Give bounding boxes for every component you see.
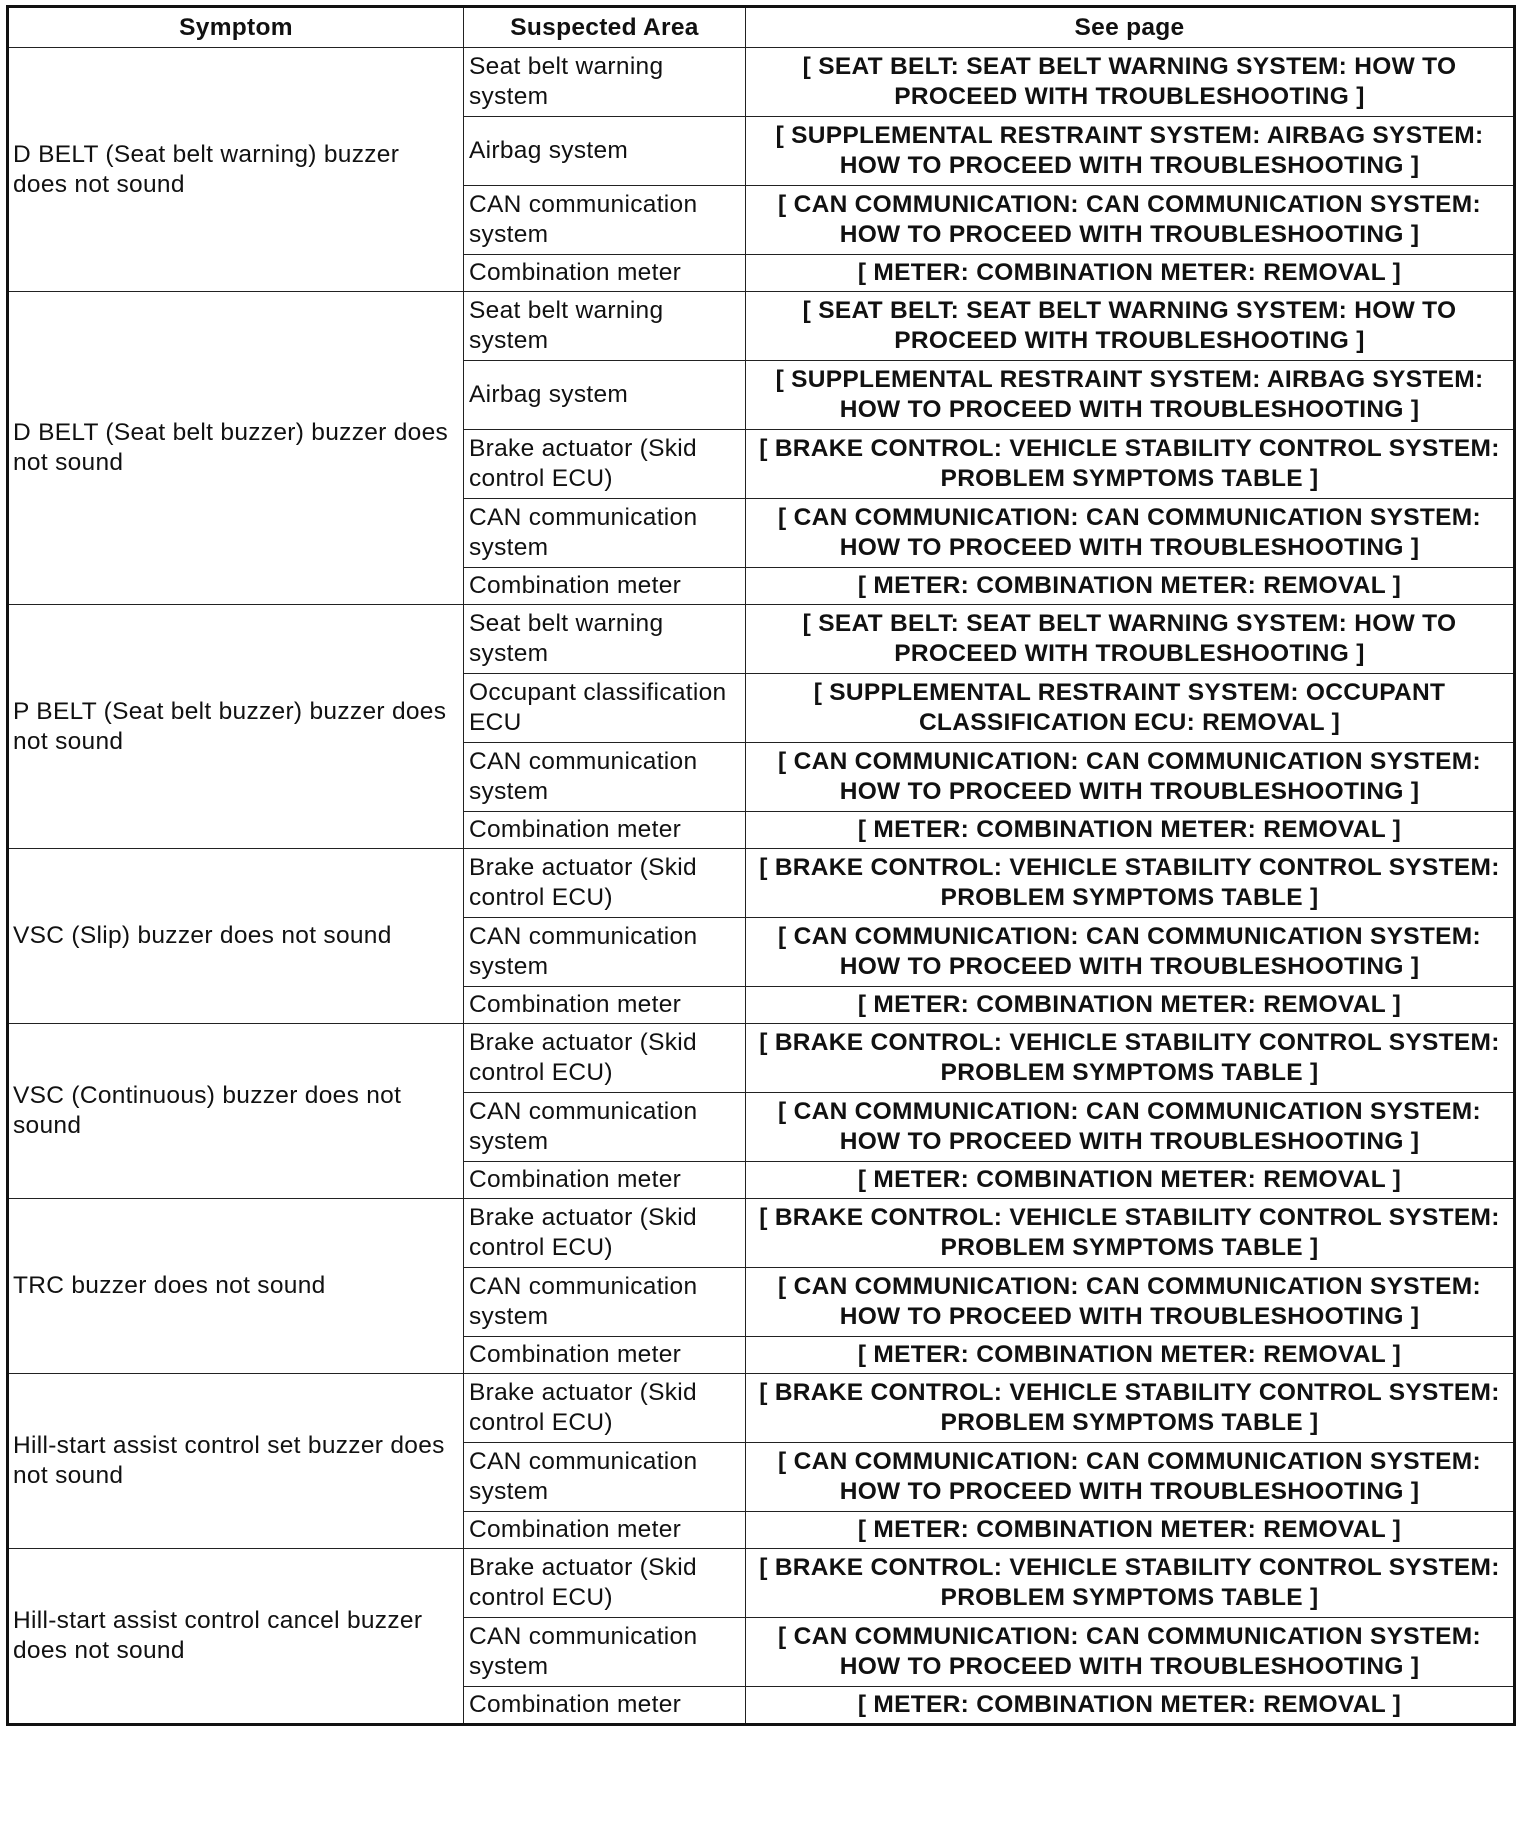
suspected-area-cell: CAN communication system <box>464 1618 746 1687</box>
see-page-reference[interactable]: [ METER: COMBINATION METER: REMOVAL ] <box>746 1337 1515 1374</box>
see-page-reference[interactable]: [ BRAKE CONTROL: VEHICLE STABILITY CONTROL SYSTEM: PROBLEM SYMPTOMS TABLE ] <box>746 1374 1515 1443</box>
suspected-area-cell: Combination meter <box>464 812 746 849</box>
see-page-reference[interactable]: [ BRAKE CONTROL: VEHICLE STABILITY CONTROL SYSTEM: PROBLEM SYMPTOMS TABLE ] <box>746 1024 1515 1093</box>
suspected-area-cell: CAN communication system <box>464 743 746 812</box>
suspected-area-cell: Combination meter <box>464 568 746 605</box>
see-page-reference[interactable]: [ CAN COMMUNICATION: CAN COMMUNICATION SYSTEM: HOW TO PROCEED WITH TROUBLESHOOTING ] <box>746 186 1515 255</box>
see-page-reference[interactable]: [ SEAT BELT: SEAT BELT WARNING SYSTEM: HOW TO PROCEED WITH TROUBLESHOOTING ] <box>746 605 1515 674</box>
suspected-area-cell: CAN communication system <box>464 1093 746 1162</box>
see-page-reference[interactable]: [ SUPPLEMENTAL RESTRAINT SYSTEM: OCCUPANT CLASSIFICATION ECU: REMOVAL ] <box>746 674 1515 743</box>
suspected-area-cell: Combination meter <box>464 1162 746 1199</box>
symptom-cell: P BELT (Seat belt buzzer) buzzer does not sound <box>8 605 464 849</box>
suspected-area-cell: Seat belt warning system <box>464 48 746 117</box>
suspected-area-cell: CAN communication system <box>464 1443 746 1512</box>
symptom-cell: D BELT (Seat belt buzzer) buzzer does not sound <box>8 292 464 605</box>
see-page-reference[interactable]: [ METER: COMBINATION METER: REMOVAL ] <box>746 1162 1515 1199</box>
see-page-reference[interactable]: [ METER: COMBINATION METER: REMOVAL ] <box>746 812 1515 849</box>
suspected-area-cell: CAN communication system <box>464 1268 746 1337</box>
suspected-area-cell: CAN communication system <box>464 918 746 987</box>
table-body <box>8 48 1515 1725</box>
suspected-area-cell: Brake actuator (Skid control ECU) <box>464 430 746 499</box>
table-row <box>8 1199 1515 1268</box>
table-container <box>6 5 1513 1726</box>
suspected-area-cell: Brake actuator (Skid control ECU) <box>464 1549 746 1618</box>
problem-symptoms-table <box>6 5 1516 1726</box>
suspected-area-cell: Brake actuator (Skid control ECU) <box>464 1374 746 1443</box>
see-page-reference[interactable]: [ BRAKE CONTROL: VEHICLE STABILITY CONTROL SYSTEM: PROBLEM SYMPTOMS TABLE ] <box>746 430 1515 499</box>
see-page-reference[interactable]: [ BRAKE CONTROL: VEHICLE STABILITY CONTROL SYSTEM: PROBLEM SYMPTOMS TABLE ] <box>746 1549 1515 1618</box>
see-page-reference[interactable]: [ CAN COMMUNICATION: CAN COMMUNICATION SYSTEM: HOW TO PROCEED WITH TROUBLESHOOTING ] <box>746 1618 1515 1687</box>
table-row <box>8 605 1515 674</box>
see-page-reference[interactable]: [ METER: COMBINATION METER: REMOVAL ] <box>746 1512 1515 1549</box>
table-row <box>8 849 1515 918</box>
suspected-area-cell: Combination meter <box>464 1512 746 1549</box>
symptom-cell: D BELT (Seat belt warning) buzzer does not sound <box>8 48 464 292</box>
see-page-reference[interactable]: [ CAN COMMUNICATION: CAN COMMUNICATION SYSTEM: HOW TO PROCEED WITH TROUBLESHOOTING ] <box>746 1093 1515 1162</box>
symptom-cell: VSC (Slip) buzzer does not sound <box>8 849 464 1024</box>
see-page-reference[interactable]: [ SUPPLEMENTAL RESTRAINT SYSTEM: AIRBAG SYSTEM: HOW TO PROCEED WITH TROUBLESHOOTING ] <box>746 117 1515 186</box>
suspected-area-cell: CAN communication system <box>464 186 746 255</box>
suspected-area-cell: Combination meter <box>464 1687 746 1725</box>
symptom-cell: Hill-start assist control cancel buzzer does not sound <box>8 1549 464 1725</box>
suspected-area-cell: Brake actuator (Skid control ECU) <box>464 1024 746 1093</box>
table-row <box>8 1024 1515 1093</box>
table-header <box>8 7 1515 48</box>
table-row <box>8 48 1515 117</box>
suspected-area-cell: Occupant classification ECU <box>464 674 746 743</box>
see-page-reference[interactable]: [ METER: COMBINATION METER: REMOVAL ] <box>746 255 1515 292</box>
suspected-area-cell: Brake actuator (Skid control ECU) <box>464 849 746 918</box>
see-page-reference[interactable]: [ METER: COMBINATION METER: REMOVAL ] <box>746 987 1515 1024</box>
suspected-area-cell: Seat belt warning system <box>464 605 746 674</box>
header-symptom: Symptom <box>8 7 464 48</box>
suspected-area-cell: Combination meter <box>464 1337 746 1374</box>
suspected-area-cell: Combination meter <box>464 255 746 292</box>
symptom-cell: Hill-start assist control set buzzer does not sound <box>8 1374 464 1549</box>
see-page-reference[interactable]: [ CAN COMMUNICATION: CAN COMMUNICATION SYSTEM: HOW TO PROCEED WITH TROUBLESHOOTING ] <box>746 918 1515 987</box>
suspected-area-cell: CAN communication system <box>464 499 746 568</box>
see-page-reference[interactable]: [ CAN COMMUNICATION: CAN COMMUNICATION SYSTEM: HOW TO PROCEED WITH TROUBLESHOOTING ] <box>746 743 1515 812</box>
header-see-page: See page <box>746 7 1515 48</box>
table-row <box>8 1374 1515 1443</box>
table-row <box>8 292 1515 361</box>
see-page-reference[interactable]: [ SEAT BELT: SEAT BELT WARNING SYSTEM: HOW TO PROCEED WITH TROUBLESHOOTING ] <box>746 48 1515 117</box>
table-row <box>8 1549 1515 1618</box>
see-page-reference[interactable]: [ CAN COMMUNICATION: CAN COMMUNICATION SYSTEM: HOW TO PROCEED WITH TROUBLESHOOTING ] <box>746 499 1515 568</box>
symptom-cell: TRC buzzer does not sound <box>8 1199 464 1374</box>
see-page-reference[interactable]: [ CAN COMMUNICATION: CAN COMMUNICATION SYSTEM: HOW TO PROCEED WITH TROUBLESHOOTING ] <box>746 1268 1515 1337</box>
suspected-area-cell: Combination meter <box>464 987 746 1024</box>
see-page-reference[interactable]: [ CAN COMMUNICATION: CAN COMMUNICATION SYSTEM: HOW TO PROCEED WITH TROUBLESHOOTING ] <box>746 1443 1515 1512</box>
suspected-area-cell: Airbag system <box>464 117 746 186</box>
symptom-cell: VSC (Continuous) buzzer does not sound <box>8 1024 464 1199</box>
suspected-area-cell: Seat belt warning system <box>464 292 746 361</box>
suspected-area-cell: Airbag system <box>464 361 746 430</box>
suspected-area-cell: Brake actuator (Skid control ECU) <box>464 1199 746 1268</box>
see-page-reference[interactable]: [ SEAT BELT: SEAT BELT WARNING SYSTEM: HOW TO PROCEED WITH TROUBLESHOOTING ] <box>746 292 1515 361</box>
header-suspected-area: Suspected Area <box>464 7 746 48</box>
see-page-reference[interactable]: [ SUPPLEMENTAL RESTRAINT SYSTEM: AIRBAG SYSTEM: HOW TO PROCEED WITH TROUBLESHOOTING ] <box>746 361 1515 430</box>
see-page-reference[interactable]: [ BRAKE CONTROL: VEHICLE STABILITY CONTROL SYSTEM: PROBLEM SYMPTOMS TABLE ] <box>746 849 1515 918</box>
header-row <box>8 7 1515 48</box>
see-page-reference[interactable]: [ METER: COMBINATION METER: REMOVAL ] <box>746 1687 1515 1725</box>
see-page-reference[interactable]: [ METER: COMBINATION METER: REMOVAL ] <box>746 568 1515 605</box>
see-page-reference[interactable]: [ BRAKE CONTROL: VEHICLE STABILITY CONTROL SYSTEM: PROBLEM SYMPTOMS TABLE ] <box>746 1199 1515 1268</box>
